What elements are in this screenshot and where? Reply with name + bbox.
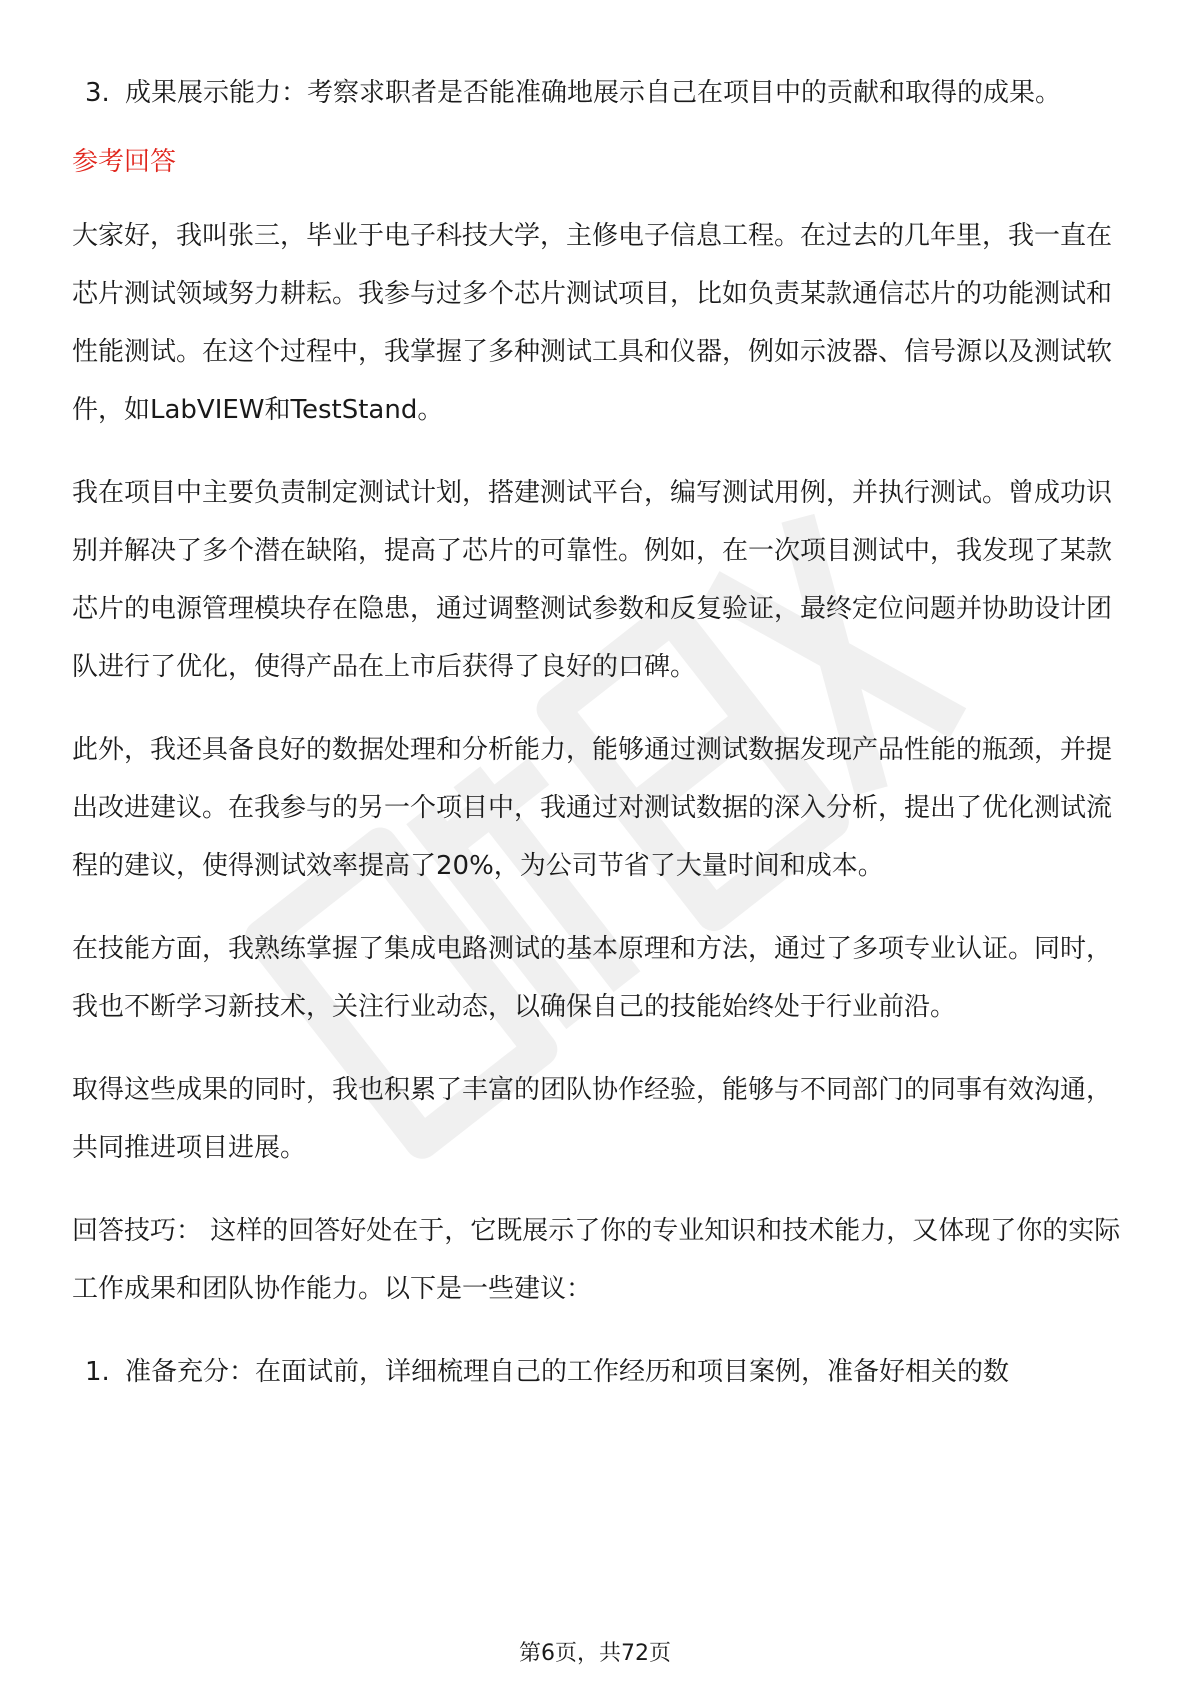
- list-number: 3.: [85, 78, 110, 108]
- document-body: [72, 64, 1122, 1401]
- list-number: 1.: [85, 1357, 110, 1387]
- paragraph-intro: 大家好，我叫张三，毕业于电子科技大学，主修电子信息工程。在过去的几年里，我一直在芯片测试领域努力耕耘。我参与过多个芯片测试项目，比如负责某款通信芯片的功能测试和性能测试。在这个过程中，我掌握了多种测试工具和仪器，例如示波器、信号源以及测试软件，如LabVIEW和TestStand。: [72, 221, 1113, 425]
- list-item-result-display: [72, 64, 1122, 122]
- reference-answer-heading: 参考回答: [72, 147, 177, 177]
- page-footer: 第6页，共72页: [519, 1641, 671, 1666]
- paragraph-skills: 在技能方面，我熟练掌握了集成电路测试的基本原理和方法，通过了多项专业认证。同时，我也不断学习新技术，关注行业动态，以确保自己的技能始终处于行业前沿。: [72, 934, 1113, 1022]
- paragraph-responsibilities: 我在项目中主要负责制定测试计划，搭建测试平台，编写测试用例，并执行测试。曾成功识别并解决了多个潜在缺陷，提高了芯片的可靠性。例如，在一次项目测试中，我发现了某款芯片的电源管理模块存在隐患，通过调整测试参数和反复验证，最终定位问题并协助设计团队进行了优化，使得产品在上市后获得了良好的口碑。: [72, 478, 1113, 682]
- list-item-text: 成果展示能力：考察求职者是否能准确地展示自己在项目中的贡献和取得的成果。: [125, 78, 1062, 108]
- paragraph-answer-tips: 回答技巧： 这样的回答好处在于，它既展示了你的专业知识和技术能力，又体现了你的实际工作成果和团队协作能力。以下是一些建议：: [72, 1216, 1121, 1304]
- paragraph-teamwork: 取得这些成果的同时，我也积累了丰富的团队协作经验，能够与不同部门的同事有效沟通，共同推进项目进展。: [72, 1075, 1113, 1163]
- list-item-text: 准备充分：在面试前，详细梳理自己的工作经历和项目案例，准备好相关的数: [125, 1357, 1010, 1387]
- list-item-preparation: [72, 1343, 1122, 1401]
- paragraph-data-analysis: 此外，我还具备良好的数据处理和分析能力，能够通过测试数据发现产品性能的瓶颈，并提出改进建议。在我参与的另一个项目中，我通过对测试数据的深入分析，提出了优化测试流程的建议，使得测试效率提高了20%，为公司节省了大量时间和成本。: [72, 735, 1113, 881]
